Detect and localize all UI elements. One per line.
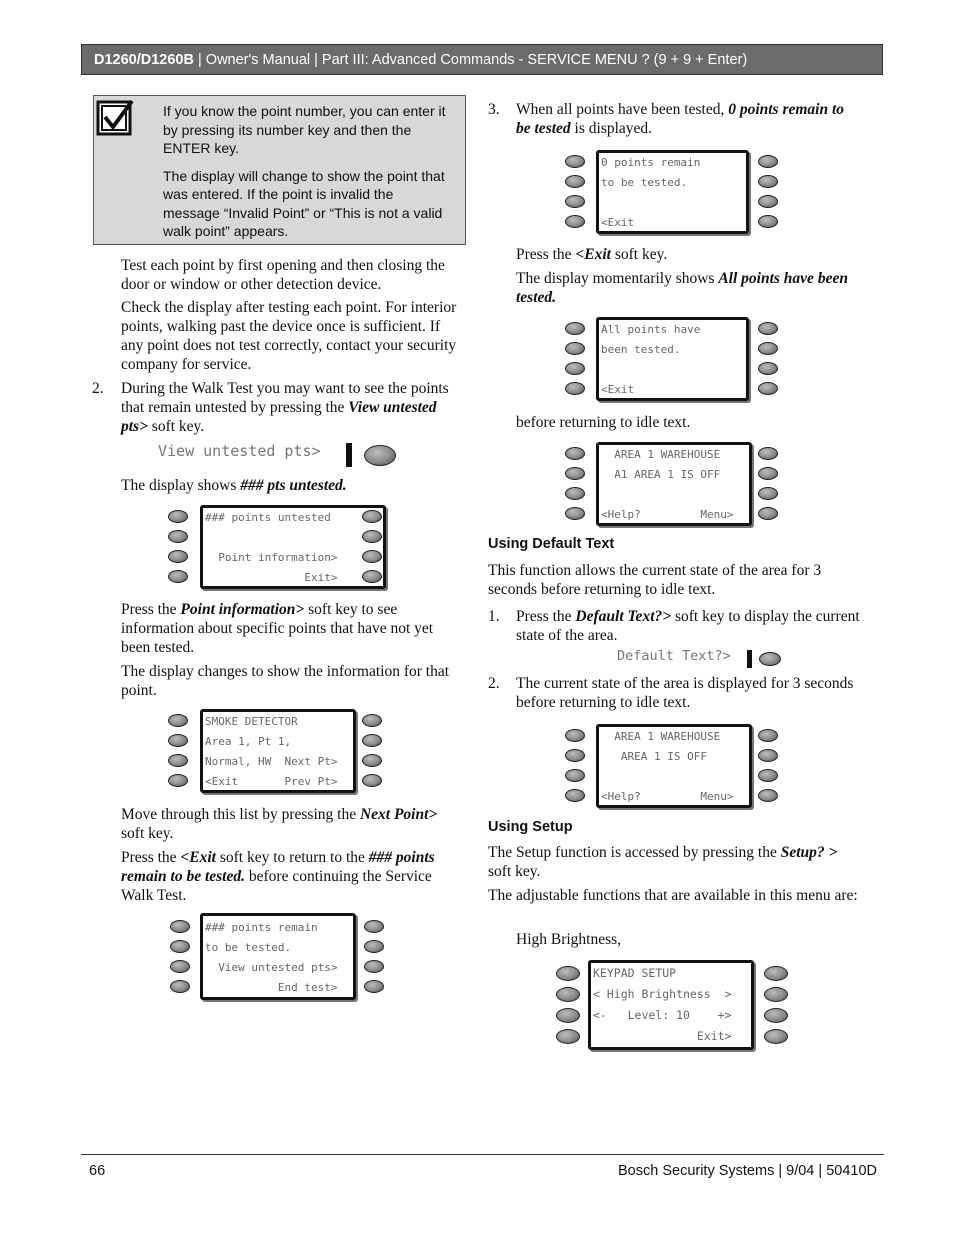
soft-key-button[interactable] — [758, 155, 778, 168]
lcd-line: A1 AREA 1 IS OFF — [601, 468, 721, 481]
soft-key-button[interactable] — [168, 714, 188, 727]
cursor-bar — [747, 650, 752, 668]
lcd-line: <- Level: 10 +> — [593, 1008, 732, 1022]
default-text-paragraph: This function allows the current state of the area for 3 seconds before returning to idle text. — [488, 562, 822, 598]
step-text: Press the — [516, 246, 576, 263]
check-paragraph: Check the display after testing each point. For interior points, walking past the device once is sufficient. If any point does not test correctly, contact your security company for service. — [121, 299, 457, 373]
lcd-line: Exit> — [205, 571, 338, 584]
soft-key-button[interactable] — [168, 550, 188, 563]
lcd-line: AREA 1 WAREHOUSE — [601, 730, 721, 743]
soft-key-name: Default Text?> — [575, 608, 672, 625]
lcd-line: SMOKE DETECTOR — [205, 715, 298, 728]
lcd-line: ### points untested — [205, 511, 331, 524]
step-text: soft key. — [610, 246, 668, 263]
left-intro — [121, 256, 461, 374]
step-text: Press the — [121, 849, 181, 866]
test-paragraph: Test each point by first opening and then closing the door or window or other detection device. — [121, 257, 445, 293]
display-text-name: ### pts untested. — [240, 477, 347, 494]
lcd-line: <Help? Menu> — [601, 508, 734, 521]
move-through — [121, 805, 463, 905]
lcd-line: Point information> — [205, 551, 338, 564]
lcd-screen — [200, 913, 356, 1000]
soft-key-button[interactable] — [759, 652, 781, 666]
lcd-line: < High Brightness > — [593, 987, 732, 1001]
step-text: Move through this list by pressing the — [121, 806, 360, 823]
step-text: soft key to display the current state of the area. — [516, 608, 860, 644]
checkbox-icon — [96, 99, 134, 137]
lcd-line: <Exit — [601, 383, 635, 396]
lcd-line: been tested. — [601, 343, 681, 356]
strip-label: Default Text?> — [617, 648, 731, 664]
footer-divider — [81, 1154, 884, 1155]
default-step-1 — [516, 607, 862, 645]
soft-key-button[interactable] — [565, 322, 585, 335]
soft-key-name: Point information> — [180, 601, 305, 618]
soft-key-name: View untested pts> — [121, 399, 437, 435]
step-text: Press the — [121, 601, 181, 618]
lcd-line: <Exit — [601, 216, 635, 229]
lcd-line: End test> — [205, 981, 338, 994]
soft-key-button[interactable] — [362, 550, 382, 563]
soft-key-button[interactable] — [556, 1029, 580, 1044]
press-exit-2 — [516, 245, 862, 307]
setup-paragraph — [488, 843, 860, 905]
soft-key-button[interactable] — [364, 960, 384, 973]
soft-key-button[interactable] — [364, 980, 384, 993]
soft-key-strip — [158, 440, 398, 470]
soft-key-button[interactable] — [758, 382, 778, 395]
soft-key-button[interactable] — [362, 754, 382, 767]
section-heading: Using Setup — [488, 819, 573, 835]
display-text-name: All points have been tested. — [516, 270, 848, 306]
soft-key-button[interactable] — [170, 980, 190, 993]
step-text: During the Walk Test you may want to see the points that remain untested by pressing the — [121, 380, 449, 416]
lcd-screen — [200, 709, 356, 793]
lcd-line: View untested pts> — [205, 961, 338, 974]
lcd-line: Exit> — [593, 1029, 732, 1043]
lcd-line: All points have — [601, 323, 701, 336]
soft-key-button[interactable] — [556, 1008, 580, 1023]
step-3 — [516, 100, 862, 138]
lcd-screen — [596, 724, 752, 808]
step-text: is displayed. — [570, 120, 653, 137]
step-text: soft key. — [488, 863, 541, 880]
soft-key-button[interactable] — [168, 510, 188, 523]
lcd-screen — [588, 960, 754, 1050]
soft-key-button[interactable] — [758, 215, 778, 228]
soft-key-button[interactable] — [170, 940, 190, 953]
soft-key-button[interactable] — [565, 447, 585, 460]
step-number: 1. — [488, 608, 500, 625]
step-number: 2. — [488, 675, 500, 692]
header-title: | Owner's Manual | Part III: Advanced Commands - SERVICE MENU ? (9 + 9 + Enter) — [193, 52, 748, 68]
section-heading: Using Default Text — [488, 536, 615, 552]
step-number: 2. — [92, 380, 104, 397]
soft-key-button[interactable] — [764, 1008, 788, 1023]
step-text: When all points have been tested, — [516, 101, 729, 118]
soft-key-button[interactable] — [556, 987, 580, 1002]
step-text: Press the — [516, 608, 576, 625]
lcd-line: Area 1, Pt 1, — [205, 735, 292, 748]
soft-key-button[interactable] — [168, 734, 188, 747]
soft-key-button[interactable] — [758, 362, 778, 375]
soft-key-button[interactable] — [362, 510, 382, 523]
soft-key-button[interactable] — [362, 774, 382, 787]
soft-key-button[interactable] — [362, 734, 382, 747]
soft-key-button[interactable] — [565, 467, 585, 480]
soft-key-button[interactable] — [364, 920, 384, 933]
soft-key-button[interactable] — [565, 507, 585, 520]
soft-key-button[interactable] — [565, 487, 585, 500]
soft-key-button[interactable] — [565, 769, 585, 782]
soft-key-button[interactable] — [565, 215, 585, 228]
soft-key-button[interactable] — [168, 530, 188, 543]
note-text — [163, 102, 453, 250]
soft-key-button[interactable] — [758, 789, 778, 802]
step-text: The display momentarily shows — [516, 270, 719, 287]
soft-key-button[interactable] — [758, 447, 778, 460]
soft-key-button[interactable] — [168, 754, 188, 767]
lcd-screen — [596, 150, 749, 234]
display-shows — [121, 476, 461, 495]
soft-key-button[interactable] — [764, 966, 788, 981]
display-text-name: ### points remain to be tested. — [121, 849, 435, 885]
soft-key-button[interactable] — [764, 987, 788, 1002]
soft-key-button[interactable] — [565, 195, 585, 208]
soft-key-name: <Exit — [575, 246, 611, 263]
soft-key-button[interactable] — [758, 195, 778, 208]
soft-key-button[interactable] — [758, 729, 778, 742]
soft-key-button[interactable] — [758, 487, 778, 500]
soft-key-button[interactable] — [170, 920, 190, 933]
before-idle-text: before returning to idle text. — [516, 414, 691, 431]
lcd-line: AREA 1 IS OFF — [601, 750, 707, 763]
lcd-screen — [596, 442, 752, 526]
soft-key-button[interactable] — [362, 570, 382, 583]
display-changes-text: The display changes to show the information for that point. — [121, 663, 450, 699]
soft-key-button[interactable] — [565, 729, 585, 742]
soft-key-button[interactable] — [758, 342, 778, 355]
soft-key-button[interactable] — [362, 530, 382, 543]
soft-key-button[interactable] — [758, 175, 778, 188]
soft-key-button[interactable] — [758, 769, 778, 782]
lcd-screen — [200, 505, 386, 589]
soft-key-button[interactable] — [758, 322, 778, 335]
press-point-info — [121, 600, 463, 700]
soft-key-button[interactable] — [170, 960, 190, 973]
lcd-screen — [596, 317, 749, 401]
soft-key-button[interactable] — [758, 749, 778, 762]
step-text: The display shows — [121, 477, 241, 494]
soft-key-button[interactable] — [565, 789, 585, 802]
step-text: before continuing the Service Walk Test. — [121, 868, 432, 904]
soft-key-button[interactable] — [168, 570, 188, 583]
footer-publisher: Bosch Security Systems | 9/04 | 50410D — [618, 1163, 877, 1179]
page-header — [81, 44, 883, 75]
step-text: The Setup function is accessed by pressing the — [488, 844, 781, 861]
lcd-line: KEYPAD SETUP — [593, 966, 677, 980]
step-text: soft key. — [147, 418, 205, 435]
soft-key-button[interactable] — [362, 714, 382, 727]
soft-key-name: Next Point> — [359, 806, 438, 823]
step-text: soft key to return to the — [215, 849, 369, 866]
soft-key-button[interactable] — [565, 749, 585, 762]
soft-key-button[interactable] — [565, 175, 585, 188]
high-brightness-label: High Brightness, — [516, 931, 622, 948]
soft-key-name: <Exit — [180, 849, 216, 866]
soft-key-button[interactable] — [758, 507, 778, 520]
step-text: soft key. — [121, 825, 174, 842]
soft-key-button[interactable] — [556, 966, 580, 981]
adjustable-text: The adjustable functions that are available in this menu are: — [488, 887, 858, 904]
step-number: 3. — [488, 101, 500, 118]
header-model: D1260/D1260B — [94, 52, 194, 68]
soft-key-button[interactable] — [565, 342, 585, 355]
note-box — [93, 95, 466, 245]
soft-key-button[interactable] — [364, 445, 396, 466]
soft-key-button[interactable] — [168, 774, 188, 787]
soft-key-strip — [617, 648, 787, 670]
default-step-2: The current state of the area is displayed for 3 seconds before returning to idle text. — [516, 675, 854, 711]
note-paragraph: If you know the point number, you can enter it by pressing its number key and then the ENTER key. — [163, 103, 446, 156]
display-text-name: 0 points remain to be tested — [516, 101, 845, 137]
lcd-line: ### points remain — [205, 921, 318, 934]
step-text: soft key to see information about specific points that have not yet been tested. — [121, 601, 434, 656]
note-paragraph: The display will change to show the point that was entered. If the point is invalid the message “Invalid Point” or “This is not a valid walk point” appears. — [163, 167, 445, 239]
lcd-line: AREA 1 WAREHOUSE — [601, 448, 721, 461]
lcd-line: to be tested. — [205, 941, 292, 954]
soft-key-button[interactable] — [565, 362, 585, 375]
soft-key-name: Setup? > — [780, 844, 838, 861]
soft-key-button[interactable] — [565, 155, 585, 168]
page-number: 66 — [89, 1163, 106, 1179]
lcd-line: to be tested. — [601, 176, 688, 189]
strip-label: View untested pts> — [158, 442, 321, 460]
step-2 — [121, 379, 461, 436]
soft-key-button[interactable] — [758, 467, 778, 480]
lcd-line: 0 points remain — [601, 156, 701, 169]
lcd-line: <Exit Prev Pt> — [205, 775, 338, 788]
soft-key-button[interactable] — [764, 1029, 788, 1044]
soft-key-button[interactable] — [565, 382, 585, 395]
soft-key-button[interactable] — [364, 940, 384, 953]
lcd-line: Normal, HW Next Pt> — [205, 755, 338, 768]
lcd-line: <Help? Menu> — [601, 790, 734, 803]
cursor-bar — [346, 443, 352, 467]
